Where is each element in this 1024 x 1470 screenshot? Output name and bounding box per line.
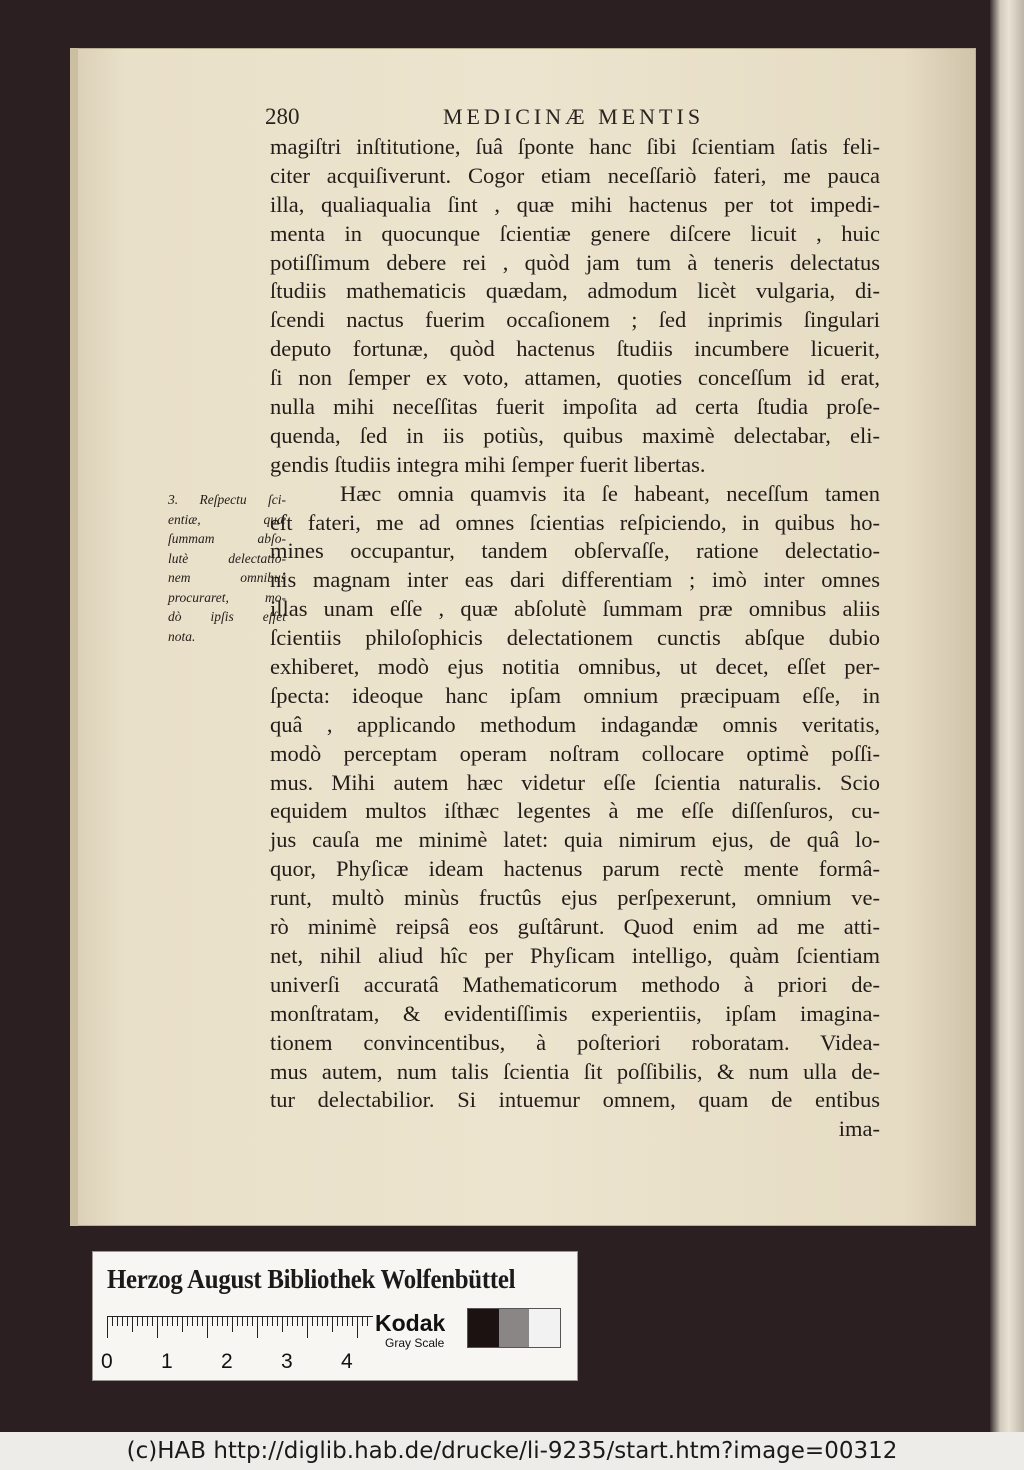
text-line: net, nihil aliud hîc per Phyſicam intelligo, quàm ſcientiam — [270, 942, 880, 968]
margin-note — [168, 490, 286, 646]
ruler-number: 3 — [281, 1350, 293, 1373]
ruler-tick — [332, 1316, 333, 1332]
ruler-tick — [177, 1316, 178, 1326]
library-name: Herzog August Bibliothek Wolfenbüttel — [107, 1264, 516, 1294]
ruler-tick — [167, 1316, 168, 1326]
text-line: ſtudiis mathematicis quædam, admodum licèt vulgaria, di- — [270, 278, 880, 304]
text-line: jus cauſa me minimè latet: quia nimirum ejus, de quâ lo- — [270, 827, 880, 853]
ruler-tick — [247, 1316, 248, 1326]
ruler-number: 2 — [221, 1350, 233, 1373]
text-line: citer acquiſiverunt. Cogor etiam neceſſariò fateri, me pauca — [270, 162, 880, 188]
ruler-tick — [322, 1316, 323, 1326]
ruler-tick — [242, 1316, 243, 1326]
text-line: tur delectabilior. Si intuemur omnem, quam de entibus — [270, 1087, 880, 1113]
gray-swatch — [468, 1309, 499, 1347]
text-line: ima- — [838, 1116, 880, 1142]
gray-scale-swatches — [467, 1308, 561, 1348]
text-line: exhiberet, modò ejus notitia omnibus, ut decet, eſſet per- — [270, 654, 880, 680]
ruler-tick — [287, 1316, 288, 1326]
ruler-tick — [282, 1316, 283, 1332]
margin-note-line: lutè delectatio- — [168, 550, 286, 566]
ruler-number: 4 — [341, 1350, 353, 1373]
ruler-tick — [147, 1316, 148, 1326]
margin-note-line: nem omnibus — [168, 570, 286, 585]
margin-note-line: 3. Reſpectu ſci- — [168, 492, 286, 507]
ruler-tick — [307, 1316, 308, 1338]
ruler-tick — [337, 1316, 338, 1326]
ruler-tick — [367, 1316, 368, 1326]
ruler-tick — [192, 1316, 193, 1326]
ruler-tick — [197, 1316, 198, 1326]
text-line: quor, Phyſicæ ideam hactenus parum rectè mente formâ- — [270, 856, 880, 882]
ruler-tick — [157, 1316, 158, 1338]
ruler — [107, 1316, 373, 1340]
ruler-tick — [182, 1316, 183, 1332]
text-line: ſi non ſemper ex voto, attamen, quoties conceſſum id erat, — [270, 365, 880, 391]
text-line: potiſſimum debere rei , quòd jam tum à teneris delectatus — [270, 249, 880, 275]
ruler-tick — [117, 1316, 118, 1326]
ruler-tick — [277, 1316, 278, 1326]
text-line: Hæc omnia quamvis ita ſe habeant, neceſſum tamen — [340, 480, 880, 506]
margin-note-line: dò ipſis eſſet — [168, 609, 286, 624]
ruler-tick — [352, 1316, 353, 1326]
text-line: nulla mihi neceſſitas fuerit impoſita ad certa ſtudia proſe- — [270, 394, 880, 420]
text-line: illa, qualiaqualia ſint , quæ mihi hactenus per tot impedi- — [270, 191, 880, 217]
gray-scale-label: Gray Scale — [385, 1336, 445, 1350]
ruler-number: 0 — [101, 1350, 113, 1373]
ruler-tick — [347, 1316, 348, 1326]
ruler-tick — [207, 1316, 208, 1338]
ruler-tick — [272, 1316, 273, 1326]
text-line: gendis ſtudiis integra mihi ſemper fuerit libertas. — [270, 451, 706, 477]
text-line: ſcientiis philoſophicis delectationem cunctis abſque dubio — [270, 625, 880, 651]
gray-swatch — [499, 1309, 530, 1347]
ruler-tick — [262, 1316, 263, 1326]
ruler-tick — [267, 1316, 268, 1326]
ruler-tick — [362, 1316, 363, 1326]
margin-note-line: procuraret, mo- — [168, 589, 286, 605]
text-line: ſcendi nactus fuerim occaſionem ; ſed inprimis ſingulari — [270, 307, 880, 333]
text-line: tionem convincentibus, à poſteriori roboratam. Videa- — [270, 1029, 880, 1055]
ruler-tick — [132, 1316, 133, 1332]
margin-note-line: ſummam abſo- — [168, 531, 286, 546]
text-line: univerſi accuratâ Mathematicorum methodo à priori de- — [270, 971, 880, 997]
text-line: illas unam eſſe , quæ abſolutè ſummam præ omnibus aliis — [270, 596, 880, 622]
text-line: quenda, ſed in iis potiùs, quibus maximè delectabar, eli- — [270, 422, 880, 448]
ruler-tick — [327, 1316, 328, 1326]
text-line: menta in quocunque ſcientiæ genere diſcere licuit , huic — [270, 220, 880, 246]
ruler-tick — [112, 1316, 113, 1326]
running-title: MEDICINÆ MENTIS — [443, 104, 705, 129]
text-line: deputo fortunæ, quòd hactenus ſtudiis incumbere licuerit, — [270, 336, 880, 362]
ruler-number: 1 — [161, 1350, 173, 1373]
ruler-tick — [222, 1316, 223, 1326]
body-text — [270, 133, 880, 1144]
page-number: 280 — [265, 104, 300, 129]
ruler-tick — [232, 1316, 233, 1332]
ruler-tick — [302, 1316, 303, 1326]
margin-note-line: nota. — [168, 628, 196, 644]
text-line: mines occupantur, tandem obſervaſſe, ratione delectatio- — [270, 538, 880, 564]
ruler-tick — [162, 1316, 163, 1326]
margin-note-line: entiæ, quæ — [168, 511, 286, 527]
ruler-numbers — [101, 1350, 371, 1374]
text-line: monſtratam, & evidentiſſimis experientiis, ipſam imagina- — [270, 1000, 880, 1026]
ruler-tick — [152, 1316, 153, 1326]
text-line: mus. Mihi autem hæc videtur eſſe ſcientia naturalis. Scio — [270, 769, 880, 795]
ruler-tick — [237, 1316, 238, 1326]
ruler-tick — [342, 1316, 343, 1326]
ruler-tick — [252, 1316, 253, 1326]
text-line: rò minimè reipsâ eos guſtârunt. Quod enim ad me atti- — [270, 914, 880, 940]
text-line: magiſtri inſtitutione, ſuâ ſponte hanc ſibi ſcientiam ſatis feli- — [270, 134, 880, 159]
text-line: nis magnam inter eas dari differentiam ; imò inter omnes — [270, 567, 880, 593]
ruler-tick — [317, 1316, 318, 1326]
ruler-tick — [292, 1316, 293, 1326]
adjacent-page-edge — [990, 0, 1024, 1432]
ruler-tick — [202, 1316, 203, 1326]
ruler-tick — [217, 1316, 218, 1326]
text-line: mus autem, num talis ſcientia ſit poſſibilis, & num ulla de- — [270, 1058, 880, 1084]
library-label-card — [92, 1251, 578, 1381]
page-edge — [70, 48, 78, 1226]
ruler-tick — [187, 1316, 188, 1326]
ruler-tick — [297, 1316, 298, 1326]
ruler-tick — [212, 1316, 213, 1326]
ruler-tick — [122, 1316, 123, 1326]
page-header — [265, 104, 885, 136]
gray-swatch — [529, 1309, 560, 1347]
ruler-tick — [127, 1316, 128, 1326]
text-line: ſpecta: ideoque hanc ipſam omnium præcipuam eſſe, in — [270, 682, 880, 708]
text-line: equidem multos iſthæc legentes à me eſſe diſſenſuros, cu- — [270, 798, 880, 824]
text-line: modò perceptam operam noſtram collocare optimè poſſi- — [270, 740, 880, 766]
ruler-tick — [142, 1316, 143, 1326]
ruler-tick — [107, 1316, 108, 1338]
text-line: runt, multò minùs fructûs ejus perſpexerunt, omnium ve- — [270, 885, 880, 911]
text-line: eſt fateri, me ad omnes ſcientias reſpiciendo, in quibus ho- — [270, 509, 880, 535]
ruler-tick — [257, 1316, 258, 1338]
ruler-tick — [227, 1316, 228, 1326]
ruler-tick — [172, 1316, 173, 1326]
ruler-tick — [312, 1316, 313, 1326]
text-line: quâ , applicando methodum indagandæ omnis veritatis, — [270, 711, 880, 737]
ruler-tick — [137, 1316, 138, 1326]
footer-credit: (c)HAB http://diglib.hab.de/drucke/li-9235/start.htm?image=00312 — [0, 1432, 1024, 1470]
kodak-logo: Kodak — [375, 1310, 446, 1336]
ruler-tick — [357, 1316, 358, 1338]
